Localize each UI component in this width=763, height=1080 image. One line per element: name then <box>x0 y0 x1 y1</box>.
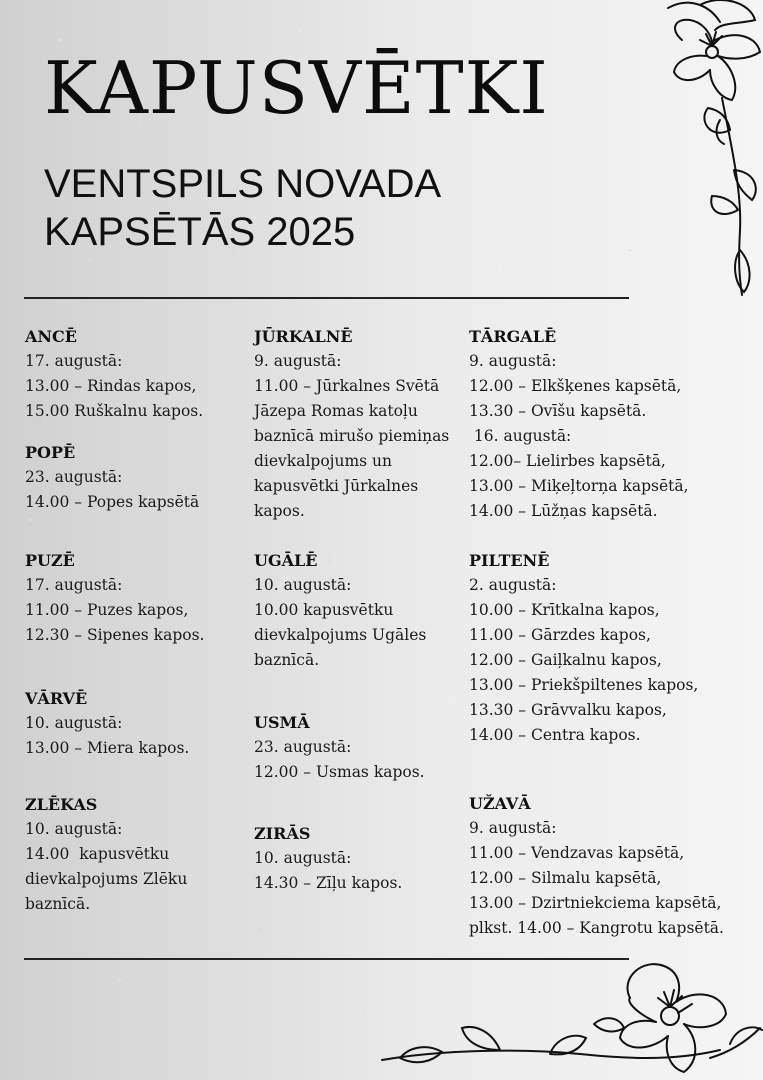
section-piltene <box>469 548 759 748</box>
schedule-line: 13.30 – Grāvvalku kapos, <box>469 701 667 719</box>
section-heading: USMĀ <box>254 713 310 732</box>
schedule-line: 17. augustā: <box>25 352 123 370</box>
schedule-line: kapusvētki Jūrkalnes <box>254 477 419 495</box>
schedule-line: 2. augustā: <box>469 576 557 594</box>
schedule-line: 13.00 – Miķeļtorņa kapsētā, <box>469 477 689 495</box>
section-jurkalne <box>254 324 466 524</box>
page-title: KAPUSVĒTKI <box>44 46 549 130</box>
section-ugale <box>254 548 466 673</box>
schedule-line: dievkalpojums Zlēku <box>25 870 188 888</box>
schedule-line: 12.30 – Sipenes kapos. <box>25 626 205 644</box>
bottom-divider <box>24 958 629 960</box>
schedule-line: baznīcā. <box>25 895 91 913</box>
section-puze <box>25 548 247 648</box>
section-heading: PILTENĒ <box>469 551 550 570</box>
page-subtitle <box>44 160 441 256</box>
schedule-line: 11.00 – Puzes kapos, <box>25 601 189 619</box>
section-heading: PUZĒ <box>25 551 75 570</box>
section-uzava <box>469 791 759 941</box>
schedule-line: 23. augustā: <box>25 468 123 486</box>
section-ance <box>25 324 247 424</box>
schedule-line: 10. augustā: <box>25 820 123 838</box>
schedule-line: 14.00 – Centra kapos. <box>469 726 641 744</box>
schedule-line: Jāzepa Romas katoļu <box>254 402 418 420</box>
schedule-line: baznīcā. <box>254 651 320 669</box>
schedule-line: plkst. 14.00 – Kangrotu kapsētā. <box>469 919 724 937</box>
schedule-line: 14.00 – Lūžņas kapsētā. <box>469 502 658 520</box>
schedule-line: 11.00 – Jūrkalnes Svētā <box>254 377 440 395</box>
schedule-line: 12.00 – Silmalu kapsētā, <box>469 869 662 887</box>
schedule-line: 10. augustā: <box>254 576 352 594</box>
schedule-line: 9. augustā: <box>469 819 557 837</box>
schedule-line: 10.00 kapusvētku <box>254 601 394 619</box>
schedule-line: 9. augustā: <box>469 352 557 370</box>
section-heading: POPĒ <box>25 443 76 462</box>
schedule-line: 16. augustā: <box>469 427 572 445</box>
section-zlekas <box>25 792 247 917</box>
schedule-line: 12.00 – Usmas kapos. <box>254 763 425 781</box>
schedule-line: dievkalpojums un <box>254 452 392 470</box>
schedule-line: 23. augustā: <box>254 738 352 756</box>
subtitle-line-2: KAPSĒTĀS 2025 <box>44 210 356 254</box>
schedule-line: 13.30 – Ovīšu kapsētā. <box>469 402 647 420</box>
schedule-line: 13.00 – Dzirtniekciema kapsētā, <box>469 894 722 912</box>
schedule-line: dievkalpojums Ugāles <box>254 626 427 644</box>
flower-top-right-icon <box>660 0 763 300</box>
subtitle-line-1: VENTSPILS NOVADA <box>44 162 442 206</box>
schedule-line: 14.30 – Zīļu kapos. <box>254 874 403 892</box>
schedule-line: 14.00 kapusvētku <box>25 845 170 863</box>
section-ziras <box>254 821 466 896</box>
schedule-line: 13.00 – Priekšpiltenes kapos, <box>469 676 699 694</box>
schedule-line: 11.00 – Gārzdes kapos, <box>469 626 651 644</box>
section-heading: ZLĒKAS <box>25 795 98 814</box>
section-heading: TĀRGALĒ <box>469 327 557 346</box>
schedule-line: 12.00 – Gaiļkalnu kapos, <box>469 651 662 669</box>
schedule-line: kapos. <box>254 502 305 520</box>
schedule-line: 10. augustā: <box>25 714 123 732</box>
section-targale <box>469 324 759 524</box>
section-heading: UGĀLĒ <box>254 551 318 570</box>
schedule-line: 9. augustā: <box>254 352 342 370</box>
schedule-line: 13.00 – Miera kapos. <box>25 739 190 757</box>
schedule-line: 10.00 – Krītkalna kapos, <box>469 601 660 619</box>
schedule-line: 10. augustā: <box>254 849 352 867</box>
section-usma <box>254 710 466 785</box>
section-pope <box>25 440 247 515</box>
schedule-line: 15.00 Ruškalnu kapos. <box>25 402 204 420</box>
top-divider <box>24 297 629 299</box>
schedule-line: 14.00 – Popes kapsētā <box>25 493 200 511</box>
flower-bottom-right-icon <box>380 958 763 1080</box>
section-heading: ANCĒ <box>25 327 77 346</box>
schedule-line: 12.00 – Elkšķenes kapsētā, <box>469 377 682 395</box>
section-heading: ZIRĀS <box>254 824 311 843</box>
section-heading: UŽAVĀ <box>469 794 531 813</box>
schedule-line: baznīcā mirušo piemiņas <box>254 427 450 445</box>
schedule-line: 17. augustā: <box>25 576 123 594</box>
schedule-line: 12.00– Lielirbes kapsētā, <box>469 452 666 470</box>
schedule-line: 13.00 – Rindas kapos, <box>25 377 197 395</box>
section-heading: JŪRKALNĒ <box>254 327 353 346</box>
section-heading: VĀRVĒ <box>25 689 88 708</box>
schedule-line: 11.00 – Vendzavas kapsētā, <box>469 844 685 862</box>
section-varve <box>25 686 247 761</box>
